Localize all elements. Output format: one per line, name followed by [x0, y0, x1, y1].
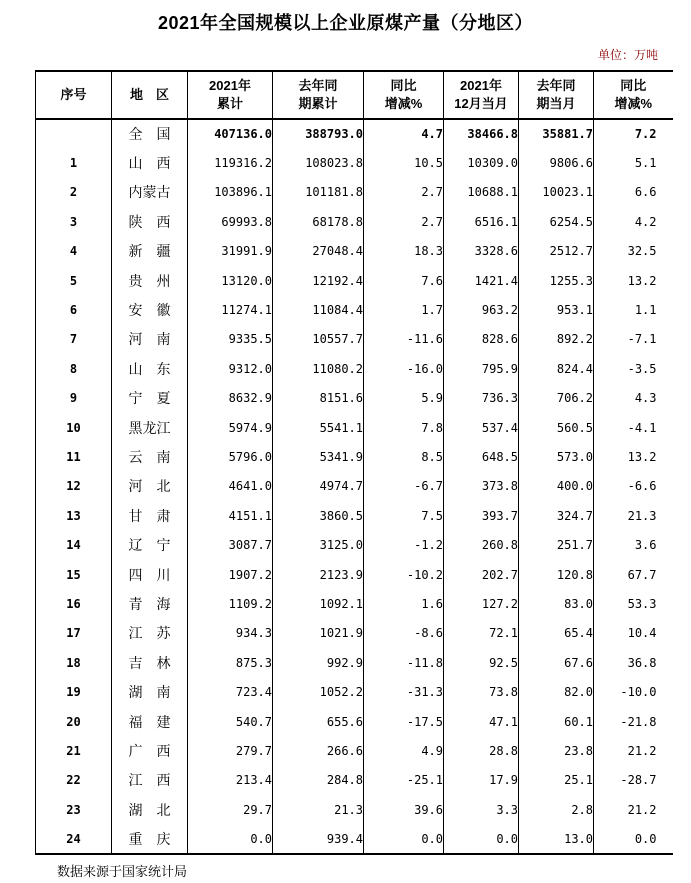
seq-cell: 12	[36, 472, 112, 501]
value-cell-month-prev: 573.0	[519, 442, 594, 471]
value-cell-month-prev: 892.2	[519, 325, 594, 354]
value-cell-yoy-cum: 2.7	[364, 178, 444, 207]
table-row	[36, 325, 673, 354]
value-cell-yoy-cum: 5.9	[364, 384, 444, 413]
table-header	[36, 71, 673, 119]
value-cell-month-prev: 1255.3	[519, 266, 594, 295]
value-cell-month-2021: 373.8	[444, 472, 519, 501]
col-header-cum-2021	[188, 71, 273, 119]
region-cell: 江 苏	[112, 619, 188, 648]
region-cell: 甘 肃	[112, 501, 188, 530]
region-cell: 江 西	[112, 766, 188, 795]
table-row	[36, 354, 673, 383]
region-cell: 河 南	[112, 325, 188, 354]
value-cell-month-2021: 127.2	[444, 589, 519, 618]
value-cell-cum-2021: 4641.0	[188, 472, 273, 501]
value-cell-month-2021: 28.8	[444, 736, 519, 765]
seq-cell: 11	[36, 442, 112, 471]
value-cell-yoy-cum: 7.8	[364, 413, 444, 442]
value-cell-yoy-month: -7.1	[627, 332, 657, 347]
value-cell-cum-2021: 1109.2	[188, 589, 273, 618]
value-cell-month-2021: 393.7	[444, 501, 519, 530]
value-cell-yoy-cum: -6.7	[364, 472, 444, 501]
value-cell-yoy-cum: 1.6	[364, 589, 444, 618]
value-cell-month-prev: 251.7	[519, 530, 594, 559]
col-header-line1: 2021年	[209, 78, 251, 94]
value-cell-cum-2021: 29.7	[188, 795, 273, 824]
value-cell-month-2021: 963.2	[444, 295, 519, 324]
value-cell-month-prev: 2.8	[519, 795, 594, 824]
value-cell-yoy-cum: 8.5	[364, 442, 444, 471]
region-cell: 云 南	[112, 442, 188, 471]
col-header-yoy-month	[594, 71, 673, 119]
table-row	[36, 501, 673, 530]
region-cell: 重 庆	[112, 824, 188, 853]
value-cell-yoy-month: 10.4	[627, 626, 657, 641]
value-cell-cum-prev: 11080.2	[273, 354, 364, 383]
value-cell-cum-2021: 5974.9	[188, 413, 273, 442]
table-row	[36, 178, 673, 207]
seq-cell: 18	[36, 648, 112, 677]
table-row	[36, 766, 673, 795]
value-cell-yoy-month: 0.0	[634, 831, 657, 846]
region-cell: 福 建	[112, 707, 188, 736]
value-cell-cum-prev: 5541.1	[273, 413, 364, 442]
value-cell-cum-prev: 21.3	[273, 795, 364, 824]
value-cell-yoy-month: 67.7	[627, 567, 657, 582]
value-cell-yoy-cum: -17.5	[364, 707, 444, 736]
region-cell: 青 海	[112, 589, 188, 618]
value-cell-cum-prev: 1021.9	[273, 619, 364, 648]
value-cell-month-prev: 706.2	[519, 384, 594, 413]
table-row	[36, 266, 673, 295]
value-cell-cum-prev: 266.6	[273, 736, 364, 765]
value-cell-yoy-cum: 39.6	[364, 795, 444, 824]
region-cell: 辽 宁	[112, 530, 188, 559]
value-cell-month-prev: 400.0	[519, 472, 594, 501]
value-cell-cum-2021: 103896.1	[188, 178, 273, 207]
seq-cell: 16	[36, 589, 112, 618]
value-cell-yoy-cum: 7.5	[364, 501, 444, 530]
unit-label: 单位：万吨	[597, 48, 658, 62]
seq-cell	[36, 119, 112, 148]
value-cell-cum-prev: 8151.6	[273, 384, 364, 413]
value-cell-yoy-month: 13.2	[627, 449, 657, 464]
value-cell-cum-2021: 119316.2	[188, 148, 273, 177]
value-cell-yoy-month: 36.8	[627, 655, 657, 670]
value-cell-month-2021: 1421.4	[444, 266, 519, 295]
seq-cell: 17	[36, 619, 112, 648]
table-row	[36, 707, 673, 736]
seq-cell: 2	[36, 178, 112, 207]
seq-cell: 14	[36, 530, 112, 559]
table-row	[36, 589, 673, 618]
value-cell-yoy-cum: -11.8	[364, 648, 444, 677]
seq-cell: 19	[36, 677, 112, 706]
col-header-line1: 序号	[60, 87, 87, 103]
value-cell-month-prev: 120.8	[519, 560, 594, 589]
seq-cell: 22	[36, 766, 112, 795]
region-cell: 内蒙古	[112, 178, 188, 207]
value-cell-cum-2021: 4151.1	[188, 501, 273, 530]
value-cell-yoy-month: 13.2	[627, 273, 657, 288]
value-cell-month-2021: 10309.0	[444, 148, 519, 177]
value-cell-cum-2021: 8632.9	[188, 384, 273, 413]
value-cell-yoy-cum: -10.2	[364, 560, 444, 589]
value-cell-yoy-month: -21.8	[620, 714, 657, 729]
value-cell-cum-prev: 27048.4	[273, 237, 364, 266]
value-cell-month-2021: 38466.8	[444, 119, 519, 148]
table-row	[36, 795, 673, 824]
table-row	[36, 530, 673, 559]
value-cell-month-prev: 824.4	[519, 354, 594, 383]
value-cell-yoy-month: 32.5	[627, 244, 657, 259]
value-cell-month-2021: 3328.6	[444, 237, 519, 266]
value-cell-cum-prev: 10557.7	[273, 325, 364, 354]
value-cell-cum-prev: 3125.0	[273, 530, 364, 559]
region-cell: 四 川	[112, 560, 188, 589]
value-cell-cum-2021: 723.4	[188, 677, 273, 706]
value-cell-cum-2021: 13120.0	[188, 266, 273, 295]
region-cell: 新 疆	[112, 237, 188, 266]
table-row	[36, 413, 673, 442]
table-row	[36, 677, 673, 706]
value-cell-yoy-month: -10.0	[620, 685, 657, 700]
value-cell-month-prev: 324.7	[519, 501, 594, 530]
value-cell-cum-prev: 101181.8	[273, 178, 364, 207]
value-cell-cum-2021: 875.3	[188, 648, 273, 677]
value-cell-cum-2021: 213.4	[188, 766, 273, 795]
value-cell-yoy-cum: 4.7	[364, 119, 444, 148]
value-cell-cum-prev: 3860.5	[273, 501, 364, 530]
table-row	[36, 295, 673, 324]
table-row	[36, 619, 673, 648]
seq-cell: 7	[36, 325, 112, 354]
table-row	[36, 237, 673, 266]
value-cell-yoy-cum: -31.3	[364, 677, 444, 706]
seq-cell: 3	[36, 207, 112, 236]
table-row	[36, 736, 673, 765]
value-cell-month-2021: 260.8	[444, 530, 519, 559]
seq-cell: 24	[36, 824, 112, 853]
seq-cell: 21	[36, 736, 112, 765]
value-cell-month-prev: 83.0	[519, 589, 594, 618]
col-header-month-2021	[444, 71, 519, 119]
table-body	[36, 119, 673, 854]
value-cell-yoy-month: 4.2	[634, 214, 657, 229]
value-cell-yoy-cum: 0.0	[364, 824, 444, 853]
value-cell-month-2021: 72.1	[444, 619, 519, 648]
col-header-line2: 增减%	[384, 96, 423, 111]
value-cell-cum-2021: 5796.0	[188, 442, 273, 471]
col-header-line1: 同比	[620, 78, 647, 94]
value-cell-month-prev: 25.1	[519, 766, 594, 795]
value-cell-month-prev: 65.4	[519, 619, 594, 648]
col-header-line1: 去年同	[536, 78, 576, 94]
value-cell-cum-prev: 68178.8	[273, 207, 364, 236]
table-row	[36, 207, 673, 236]
region-cell: 黑龙江	[112, 413, 188, 442]
value-cell-yoy-month: 5.1	[634, 156, 657, 171]
value-cell-month-2021: 3.3	[444, 795, 519, 824]
value-cell-cum-prev: 992.9	[273, 648, 364, 677]
data-source-note: 数据来源于国家统计局	[57, 863, 188, 879]
value-cell-month-prev: 2512.7	[519, 237, 594, 266]
value-cell-cum-2021: 540.7	[188, 707, 273, 736]
region-cell: 宁 夏	[112, 384, 188, 413]
value-cell-month-prev: 60.1	[519, 707, 594, 736]
value-cell-yoy-cum: 7.6	[364, 266, 444, 295]
value-cell-cum-2021: 1907.2	[188, 560, 273, 589]
value-cell-cum-2021: 279.7	[188, 736, 273, 765]
table-row	[36, 824, 673, 853]
value-cell-month-2021: 92.5	[444, 648, 519, 677]
value-cell-yoy-month: 21.2	[627, 743, 657, 758]
value-cell-yoy-cum: -25.1	[364, 766, 444, 795]
region-cell: 陕 西	[112, 207, 188, 236]
col-header-month-prev	[519, 71, 594, 119]
value-cell-cum-prev: 1052.2	[273, 677, 364, 706]
value-cell-month-2021: 795.9	[444, 354, 519, 383]
value-cell-month-2021: 537.4	[444, 413, 519, 442]
seq-cell: 4	[36, 237, 112, 266]
value-cell-month-2021: 736.3	[444, 384, 519, 413]
value-cell-cum-2021: 9312.0	[188, 354, 273, 383]
value-cell-month-prev: 35881.7	[519, 119, 594, 148]
value-cell-yoy-month: 53.3	[627, 596, 657, 611]
value-cell-month-prev: 67.6	[519, 648, 594, 677]
value-cell-month-prev: 560.5	[519, 413, 594, 442]
col-header-line1: 2021年	[460, 78, 502, 94]
col-header-line2: 期累计	[298, 96, 338, 111]
value-cell-month-2021: 828.6	[444, 325, 519, 354]
value-cell-cum-prev: 5341.9	[273, 442, 364, 471]
value-cell-cum-2021: 934.3	[188, 619, 273, 648]
col-header-yoy-cum	[364, 71, 444, 119]
seq-cell: 8	[36, 354, 112, 383]
value-cell-yoy-month: -28.7	[620, 773, 657, 788]
value-cell-month-2021: 6516.1	[444, 207, 519, 236]
value-cell-yoy-month: -6.6	[627, 479, 657, 494]
table-row	[36, 119, 673, 148]
seq-cell: 5	[36, 266, 112, 295]
value-cell-yoy-month: -4.1	[627, 420, 657, 435]
value-cell-yoy-month: 1.1	[634, 303, 657, 318]
value-cell-cum-2021: 11274.1	[188, 295, 273, 324]
value-cell-month-prev: 953.1	[519, 295, 594, 324]
value-cell-yoy-month: 4.3	[634, 391, 657, 406]
value-cell-cum-prev: 4974.7	[273, 472, 364, 501]
value-cell-month-prev: 13.0	[519, 824, 594, 853]
table-row	[36, 648, 673, 677]
value-cell-cum-prev: 388793.0	[273, 119, 364, 148]
page-title: 2021年全国规模以上企业原煤产量（分地区）	[157, 13, 534, 33]
value-cell-month-2021: 10688.1	[444, 178, 519, 207]
value-cell-month-2021: 47.1	[444, 707, 519, 736]
value-cell-cum-prev: 1092.1	[273, 589, 364, 618]
value-cell-yoy-cum: -8.6	[364, 619, 444, 648]
col-header-region	[112, 71, 188, 119]
value-cell-yoy-month: 7.2	[634, 127, 657, 142]
value-cell-yoy-month: 3.6	[634, 538, 657, 553]
value-cell-cum-prev: 108023.8	[273, 148, 364, 177]
region-cell: 广 西	[112, 736, 188, 765]
col-header-line2: 12月当月	[454, 96, 508, 111]
seq-cell: 13	[36, 501, 112, 530]
seq-cell: 23	[36, 795, 112, 824]
region-cell: 山 东	[112, 354, 188, 383]
value-cell-yoy-month: -3.5	[627, 361, 657, 376]
value-cell-cum-2021: 9335.5	[188, 325, 273, 354]
region-cell: 湖 南	[112, 677, 188, 706]
value-cell-month-2021: 17.9	[444, 766, 519, 795]
value-cell-cum-prev: 2123.9	[273, 560, 364, 589]
region-cell: 贵 州	[112, 266, 188, 295]
col-header-line2: 期当月	[536, 96, 576, 111]
value-cell-month-2021: 202.7	[444, 560, 519, 589]
col-header-line2: 增减%	[614, 96, 653, 111]
value-cell-yoy-cum: -1.2	[364, 530, 444, 559]
value-cell-cum-2021: 69993.8	[188, 207, 273, 236]
seq-cell: 20	[36, 707, 112, 736]
table-row	[36, 472, 673, 501]
value-cell-cum-prev: 12192.4	[273, 266, 364, 295]
seq-cell: 9	[36, 384, 112, 413]
seq-cell: 10	[36, 413, 112, 442]
value-cell-month-prev: 82.0	[519, 677, 594, 706]
value-cell-yoy-month: 21.3	[627, 508, 657, 523]
col-header-seq	[36, 71, 112, 119]
value-cell-yoy-cum: 2.7	[364, 207, 444, 236]
table-row	[36, 384, 673, 413]
table-row	[36, 148, 673, 177]
region-cell: 湖 北	[112, 795, 188, 824]
table-row	[36, 560, 673, 589]
header-row	[36, 71, 673, 119]
value-cell-yoy-cum: 1.7	[364, 295, 444, 324]
value-cell-cum-2021: 407136.0	[188, 119, 273, 148]
value-cell-cum-2021: 3087.7	[188, 530, 273, 559]
region-cell: 山 西	[112, 148, 188, 177]
region-cell: 河 北	[112, 472, 188, 501]
seq-cell: 15	[36, 560, 112, 589]
value-cell-yoy-month: 21.2	[627, 802, 657, 817]
value-cell-month-2021: 73.8	[444, 677, 519, 706]
value-cell-cum-2021: 0.0	[188, 824, 273, 853]
table-row	[36, 442, 673, 471]
value-cell-cum-prev: 11084.4	[273, 295, 364, 324]
col-header-cum-prev	[273, 71, 364, 119]
region-cell: 安 徽	[112, 295, 188, 324]
value-cell-month-prev: 6254.5	[519, 207, 594, 236]
seq-cell: 6	[36, 295, 112, 324]
value-cell-month-prev: 10023.1	[519, 178, 594, 207]
value-cell-yoy-month: 6.6	[634, 185, 657, 200]
value-cell-cum-prev: 284.8	[273, 766, 364, 795]
value-cell-yoy-cum: 10.5	[364, 148, 444, 177]
col-header-line1: 同比	[390, 78, 417, 94]
region-cell: 全 国	[112, 119, 188, 148]
value-cell-month-2021: 0.0	[444, 824, 519, 853]
value-cell-month-2021: 648.5	[444, 442, 519, 471]
value-cell-month-prev: 23.8	[519, 736, 594, 765]
col-header-line2: 累计	[216, 96, 243, 111]
value-cell-yoy-cum: -11.6	[364, 325, 444, 354]
value-cell-month-prev: 9806.6	[519, 148, 594, 177]
value-cell-yoy-cum: 18.3	[364, 237, 444, 266]
value-cell-cum-prev: 655.6	[273, 707, 364, 736]
col-header-line1: 地 区	[129, 87, 169, 103]
value-cell-cum-prev: 939.4	[273, 824, 364, 853]
seq-cell: 1	[36, 148, 112, 177]
coal-production-table	[35, 70, 673, 855]
value-cell-yoy-cum: -16.0	[364, 354, 444, 383]
col-header-line1: 去年同	[298, 78, 338, 94]
region-cell: 吉 林	[112, 648, 188, 677]
value-cell-yoy-cum: 4.9	[364, 736, 444, 765]
value-cell-cum-2021: 31991.9	[188, 237, 273, 266]
